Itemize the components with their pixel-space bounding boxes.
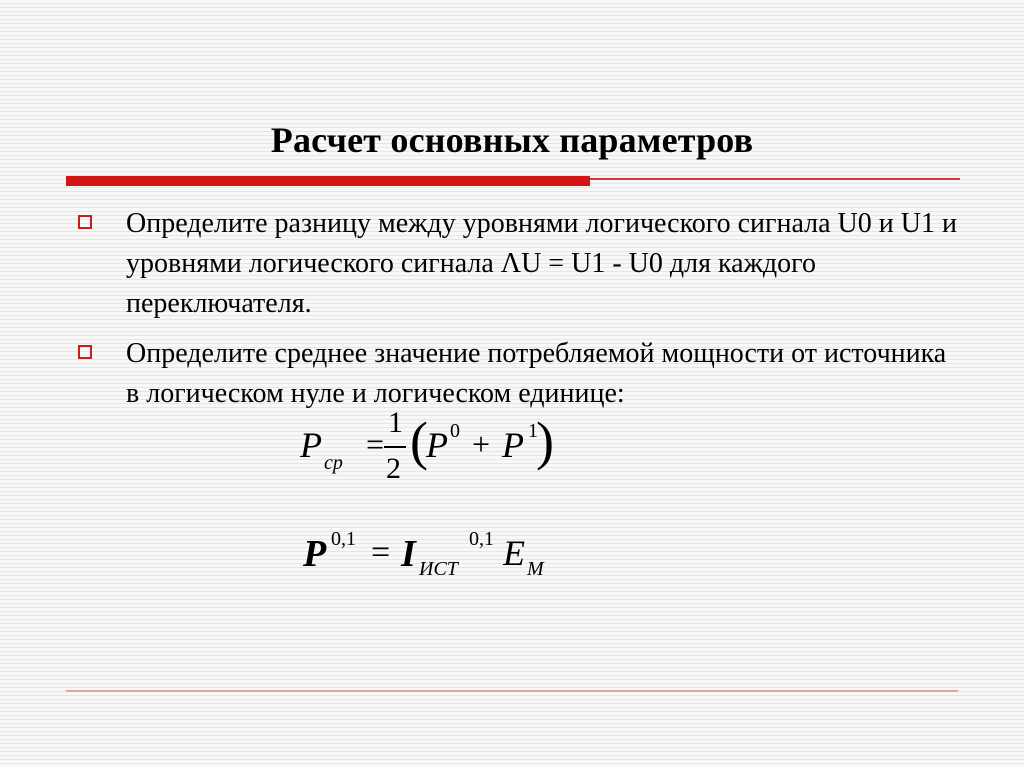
formula-average-power	[300, 406, 580, 492]
formula-operator: =	[366, 426, 385, 462]
formula-paren: (	[410, 411, 428, 471]
formula-symbol: P	[502, 425, 524, 465]
formula-denominator: 2	[386, 452, 401, 485]
formula-symbol: E	[503, 533, 525, 573]
formula-symbol: P	[426, 425, 448, 465]
formula-symbol: P	[303, 533, 327, 575]
formula-superscript: 1	[528, 420, 538, 442]
formula-paren: )	[536, 411, 554, 471]
square-bullet-icon	[78, 215, 92, 229]
slide-title: Расчет основных параметров	[270, 120, 754, 160]
bullet-item	[78, 334, 958, 414]
formula-power-levels	[303, 528, 563, 578]
formula-symbol: P	[300, 425, 322, 465]
title-underline-thick	[66, 176, 590, 186]
formula-superscript: 0	[450, 420, 460, 442]
bullet-item	[78, 204, 958, 324]
fraction-bar	[384, 446, 406, 448]
formula-numerator: 1	[388, 406, 403, 439]
bullet-list	[78, 204, 978, 424]
formula-subscript: ср	[324, 452, 343, 474]
formula-superscript: 0,1	[331, 528, 356, 550]
formula-operator: =	[371, 534, 391, 571]
formula-subscript: ИСТ	[419, 558, 458, 580]
bullet-text: Определите разницу между уровнями логического сигнала U0 и U1 и уровнями логического сигнала ΛU = U1 - U0 для каждого переключателя.	[126, 208, 957, 319]
bullet-text: Определите среднее значение потребляемой мощности от источника в логическом нуле и логическом единице:	[126, 338, 947, 409]
formula-operator: +	[472, 426, 491, 462]
square-bullet-icon	[78, 345, 92, 359]
title-underline-thin	[590, 178, 960, 180]
footer-divider	[66, 690, 958, 692]
formula-superscript: 0,1	[469, 528, 494, 550]
formula-symbol: I	[401, 533, 416, 575]
formula-subscript: M	[527, 558, 544, 580]
